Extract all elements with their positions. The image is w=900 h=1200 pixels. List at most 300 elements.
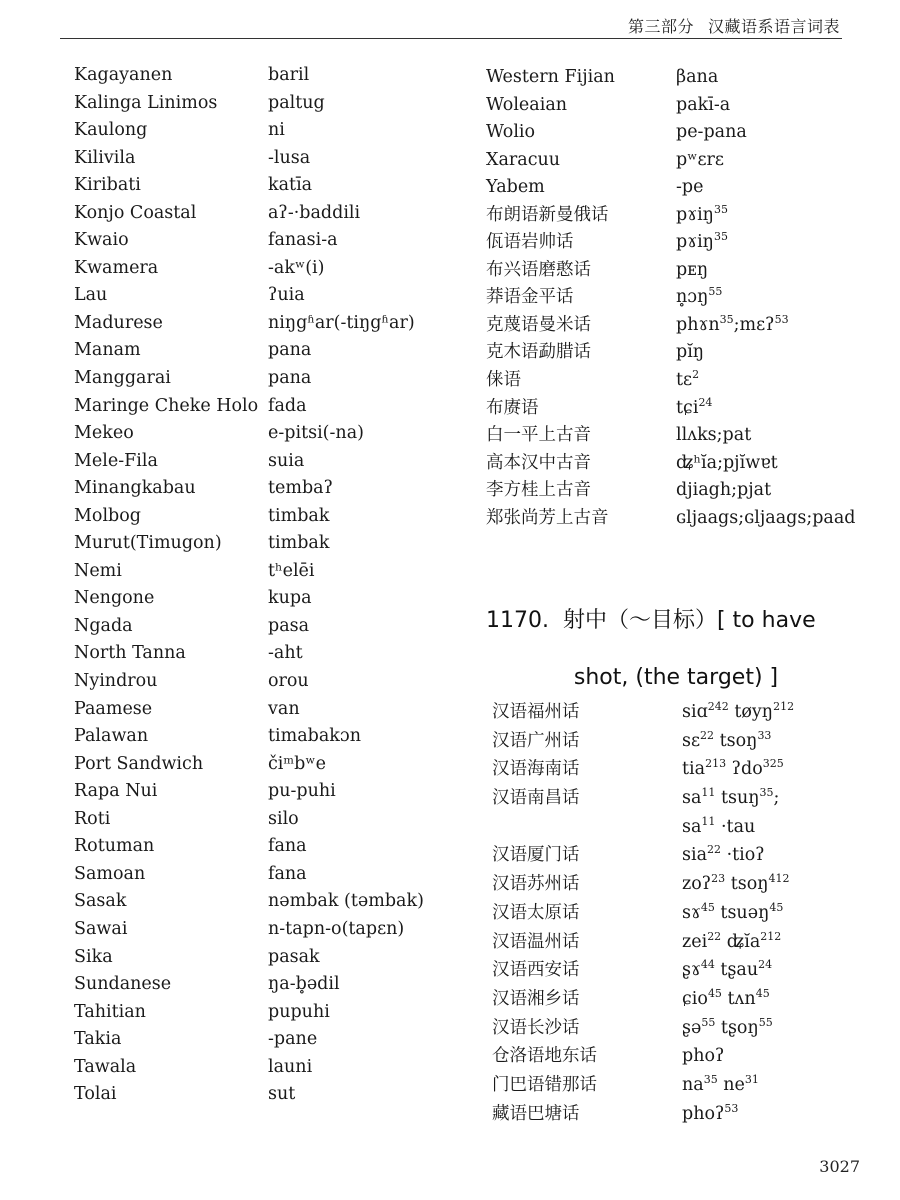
- word-part: n-tapn-o(tapɛn): [268, 918, 405, 939]
- word-form: [676, 257, 708, 285]
- language-name: Woleaian: [486, 94, 568, 115]
- tone-superscript: 213: [705, 757, 727, 771]
- entry-row: [492, 841, 794, 870]
- word-form: [682, 1014, 773, 1043]
- word-part: pĭŋ: [676, 342, 705, 363]
- tone-superscript: 35: [703, 1072, 718, 1086]
- entry-row: [74, 861, 424, 889]
- word-form: [268, 723, 361, 751]
- section-title-line-2: shot, (the target) ]: [573, 665, 779, 690]
- language-name: 门巴语错那话: [492, 1074, 597, 1095]
- word-part: -pe: [676, 177, 704, 198]
- entry-row: [486, 119, 856, 147]
- word-form: [268, 337, 311, 365]
- word-form: [676, 505, 856, 533]
- language-name: Nengone: [74, 588, 155, 609]
- entry-row: [74, 585, 424, 613]
- word-part: aʔ-·baddili: [268, 202, 361, 223]
- entry-row: [74, 62, 424, 90]
- tone-superscript: 11: [701, 814, 716, 828]
- word-form: [268, 1026, 317, 1054]
- word-part: tsoŋ: [714, 730, 758, 751]
- word-form: [268, 282, 305, 310]
- word-form: [268, 448, 304, 476]
- entry-row: [74, 1054, 424, 1082]
- entry-row: [492, 784, 794, 813]
- tone-superscript: 55: [708, 285, 723, 299]
- language-name: Samoan: [74, 863, 146, 884]
- word-form: [676, 422, 751, 450]
- word-part: ʔuia: [268, 285, 305, 306]
- word-part: pana: [268, 368, 312, 389]
- entry-row: [74, 90, 424, 118]
- word-part: n̥ɔŋ: [676, 287, 709, 308]
- language-name: Molbog: [74, 505, 141, 526]
- word-form: [676, 174, 703, 202]
- word-part: e-pitsi(-na): [268, 423, 364, 444]
- language-name: 佤语岩帅话: [486, 232, 574, 253]
- language-name: 汉语福州话: [492, 702, 580, 722]
- word-form: [268, 751, 326, 779]
- word-part: timbak: [268, 533, 330, 554]
- language-name: Kwaio: [74, 230, 129, 251]
- section-title-text-1: 射中（～目标）[ to have: [562, 608, 816, 633]
- tone-superscript: 2: [692, 368, 700, 382]
- word-form: [682, 870, 790, 899]
- word-form: [676, 229, 728, 257]
- word-form: [268, 1081, 295, 1109]
- language-name: Roti: [74, 808, 111, 829]
- tone-superscript: 45: [707, 986, 722, 1000]
- entry-row: [74, 475, 424, 503]
- tone-superscript: 24: [698, 395, 713, 409]
- language-name: 高本汉中古音: [486, 452, 591, 473]
- word-part: baril: [268, 65, 310, 85]
- word-form: [682, 1071, 759, 1100]
- word-form: [676, 367, 699, 395]
- word-part: βana: [676, 67, 719, 87]
- word-form: [268, 365, 311, 393]
- language-name: Yabem: [486, 177, 545, 198]
- tone-superscript: 22: [707, 929, 722, 943]
- word-part: fana: [268, 836, 307, 857]
- language-name: Tolai: [74, 1084, 117, 1105]
- language-name: 布兴语磨憨话: [486, 259, 591, 280]
- section-entries: [492, 698, 794, 1128]
- word-form: [268, 475, 333, 503]
- language-name: North Tanna: [74, 643, 186, 664]
- header-rule: [60, 38, 842, 39]
- language-name: Xaracuu: [486, 149, 561, 170]
- word-form: [268, 585, 312, 613]
- word-part: tʂau: [714, 960, 759, 981]
- word-part: ɕio: [682, 988, 708, 1009]
- language-name: 仓洛语地东话: [492, 1046, 597, 1067]
- language-name: 郑张尚芳上古音: [486, 507, 609, 528]
- entry-row: [74, 145, 424, 173]
- language-name: Wolio: [486, 122, 536, 143]
- page-number: 3027: [819, 1157, 860, 1176]
- word-form: [676, 395, 712, 423]
- language-name: Kagayanen: [74, 65, 173, 85]
- word-part: ʔdo: [726, 759, 763, 780]
- word-form: [268, 420, 364, 448]
- word-form: [268, 393, 307, 421]
- language-name: Sasak: [74, 891, 127, 912]
- entry-row: [486, 367, 856, 395]
- word-part: djiagh;pjat: [676, 480, 772, 501]
- entry-row: [74, 200, 424, 228]
- header-title: 汉藏语系语言词表: [707, 17, 840, 36]
- word-part: sɛ: [682, 730, 701, 751]
- tone-superscript: 53: [774, 312, 789, 326]
- word-part: ·tau: [715, 816, 756, 837]
- word-part: paltug: [268, 92, 325, 113]
- language-name: 克蔑语曼米话: [486, 314, 591, 335]
- language-name: Palawan: [74, 726, 149, 747]
- word-part: pasak: [268, 946, 320, 967]
- word-form: [682, 1042, 724, 1071]
- word-form: [268, 861, 307, 889]
- language-name: 汉语西安话: [492, 960, 580, 981]
- language-name: Rotuman: [74, 836, 155, 857]
- entry-row: [74, 1026, 424, 1054]
- word-form: [268, 227, 338, 255]
- word-form: [268, 640, 303, 668]
- word-form: [676, 92, 730, 120]
- word-form: [268, 999, 330, 1027]
- word-part: tsuŋ: [715, 788, 760, 809]
- word-form: [268, 530, 329, 558]
- entry-row: [74, 971, 424, 999]
- word-part: pana: [268, 340, 312, 361]
- tone-superscript: 53: [724, 1101, 739, 1115]
- entry-row: [74, 751, 424, 779]
- word-part: ne: [717, 1074, 745, 1095]
- tone-superscript: 55: [758, 1015, 773, 1029]
- word-part: nəmbak (təmbak): [268, 891, 424, 912]
- word-part: pupuhi: [268, 1001, 330, 1022]
- entry-row: [74, 944, 424, 972]
- word-part: fada: [268, 395, 307, 416]
- entry-row: [74, 420, 424, 448]
- tone-superscript: 55: [701, 1015, 716, 1029]
- word-part: ;mɛʔ: [733, 314, 775, 335]
- tone-superscript: 35: [713, 230, 728, 244]
- language-name: Kaulong: [74, 120, 148, 141]
- word-form: [268, 778, 336, 806]
- word-form: [682, 985, 770, 1014]
- word-form: [676, 147, 724, 175]
- entry-row: [492, 813, 794, 842]
- language-name: 汉语苏州话: [492, 874, 580, 895]
- language-name: Madurese: [74, 312, 163, 333]
- word-part: zoʔ: [682, 874, 712, 895]
- language-name: 莽语金平话: [486, 287, 574, 308]
- tone-superscript: 412: [768, 872, 790, 886]
- entry-row: [492, 1100, 794, 1129]
- language-name: Mekeo: [74, 423, 134, 444]
- word-part: pɤiŋ: [676, 204, 714, 225]
- word-part: niŋgʱar(-tiŋgʱar): [268, 312, 415, 333]
- language-name: Lau: [74, 285, 108, 306]
- language-name: 克木语勐腊话: [486, 342, 591, 363]
- word-part: pᴇŋ: [676, 259, 709, 280]
- word-form: [268, 696, 300, 724]
- entry-row: [486, 339, 856, 367]
- header-part: 第三部分: [627, 17, 694, 36]
- word-form: [676, 477, 771, 505]
- word-part: ʥĭa: [721, 931, 761, 952]
- word-part: pe-pana: [676, 122, 747, 143]
- word-part: phoʔ: [682, 1103, 725, 1124]
- entry-row: [74, 916, 424, 944]
- word-part: -akʷ(i): [268, 257, 325, 278]
- entry-row: [74, 503, 424, 531]
- language-name: 汉语太原话: [492, 902, 580, 923]
- entry-row: [492, 870, 794, 899]
- word-form: [268, 90, 325, 118]
- language-name: Tawala: [74, 1056, 137, 1077]
- language-name: Ngada: [74, 615, 133, 636]
- word-form: [682, 698, 794, 727]
- word-part: timabakɔn: [268, 726, 361, 747]
- word-part: tsoŋ: [725, 874, 769, 895]
- tone-superscript: 11: [701, 786, 716, 800]
- word-form: [268, 255, 324, 283]
- word-part: sa: [682, 816, 702, 837]
- entry-row: [74, 117, 424, 145]
- language-name: 白一平上古音: [486, 425, 591, 446]
- section-title-line-1: [486, 592, 866, 649]
- tone-superscript: 242: [707, 700, 729, 713]
- word-form: [268, 1054, 312, 1082]
- language-name: 俫语: [486, 370, 521, 391]
- entry-row: [74, 227, 424, 255]
- entry-row: [74, 172, 424, 200]
- word-part: na: [682, 1074, 704, 1095]
- entry-row: [74, 393, 424, 421]
- tone-superscript: 35: [759, 786, 774, 800]
- entry-row: [74, 696, 424, 724]
- language-name: 汉语长沙话: [492, 1017, 580, 1038]
- entry-row: [74, 833, 424, 861]
- tone-superscript: 45: [769, 900, 784, 914]
- language-name: Sundanese: [74, 974, 172, 995]
- word-form: [676, 312, 789, 340]
- entry-row: [486, 92, 856, 120]
- word-form: [268, 806, 299, 834]
- entry-row: [74, 640, 424, 668]
- tone-superscript: 35: [713, 202, 728, 216]
- word-part: ·tioʔ: [721, 845, 765, 866]
- entry-row: [74, 668, 424, 696]
- tone-superscript: 325: [762, 757, 784, 771]
- word-part: ni: [268, 120, 285, 141]
- word-part: launi: [268, 1056, 313, 1077]
- entry-row: [486, 395, 856, 423]
- word-form: [268, 172, 312, 200]
- word-form: [682, 813, 755, 842]
- word-part: tøyŋ: [728, 702, 774, 722]
- language-name: Murut(Timugon): [74, 533, 222, 554]
- entry-row: [74, 337, 424, 365]
- word-part: pɤiŋ: [676, 232, 714, 253]
- tone-superscript: 31: [744, 1072, 759, 1086]
- entry-row: [486, 422, 856, 450]
- entry-row: [486, 477, 856, 505]
- word-part: tembaʔ: [268, 478, 334, 499]
- word-form: [682, 1100, 738, 1129]
- word-form: [268, 145, 310, 173]
- language-name: Sika: [74, 946, 113, 967]
- language-name: Kwamera: [74, 257, 159, 278]
- entry-row: [486, 64, 856, 92]
- left-column: [74, 62, 424, 1109]
- word-part: sa: [682, 788, 702, 809]
- word-part: pʷɛrɛ: [676, 149, 724, 170]
- entry-row: [492, 1014, 794, 1043]
- language-name: Nyindrou: [74, 671, 158, 692]
- word-part: suia: [268, 450, 305, 471]
- word-part: tia: [682, 759, 706, 780]
- language-name: Port Sandwich: [74, 753, 204, 774]
- tone-superscript: 44: [700, 958, 715, 972]
- language-name: Konjo Coastal: [74, 202, 197, 223]
- entry-row: [492, 985, 794, 1014]
- word-part: ɢljaags;ɢljaags;paad: [676, 507, 856, 528]
- language-name: [492, 813, 682, 842]
- tone-superscript: 33: [757, 728, 772, 742]
- entry-row: [492, 928, 794, 957]
- word-form: [676, 119, 747, 147]
- tone-superscript: 23: [711, 872, 726, 886]
- language-name: Minangkabau: [74, 478, 196, 499]
- language-name: 汉语南昌话: [492, 788, 580, 809]
- word-part: ʂə: [682, 1017, 702, 1038]
- running-head: [614, 14, 840, 37]
- entry-row: [492, 1042, 794, 1071]
- entry-row: [486, 505, 856, 533]
- word-form: [676, 450, 778, 478]
- word-part: fana: [268, 863, 307, 884]
- entry-row: [74, 806, 424, 834]
- tone-superscript: 212: [773, 700, 795, 713]
- language-name: Mele-Fila: [74, 450, 158, 471]
- word-part: tʂoŋ: [715, 1017, 759, 1038]
- word-form: [682, 841, 765, 870]
- language-name: Nemi: [74, 560, 122, 581]
- word-form: [268, 310, 415, 338]
- entry-row: [486, 257, 856, 285]
- word-part: -lusa: [268, 147, 311, 168]
- tone-superscript: 212: [760, 929, 782, 943]
- entry-row: [492, 1071, 794, 1100]
- language-name: 布朗语新曼俄话: [486, 204, 609, 225]
- tone-superscript: 35: [719, 312, 734, 326]
- word-part: sia: [682, 845, 708, 866]
- entry-row: [74, 255, 424, 283]
- entry-row: [486, 202, 856, 230]
- language-name: Manam: [74, 340, 141, 361]
- word-part: fanasi-a: [268, 230, 338, 251]
- word-part: čiᵐbʷe: [268, 753, 326, 774]
- word-form: [682, 755, 784, 784]
- language-name: Kilivila: [74, 147, 136, 168]
- entry-row: [486, 229, 856, 257]
- word-part: ʥʰĭa;pjĭwɐt: [676, 452, 778, 473]
- word-part: van: [268, 698, 300, 719]
- word-part: ʂɤ: [682, 960, 701, 981]
- entry-row: [486, 147, 856, 175]
- language-name: 汉语广州话: [492, 730, 580, 751]
- word-part: tɕi: [676, 397, 699, 418]
- word-form: [676, 64, 718, 92]
- word-form: [268, 833, 307, 861]
- entry-row: [492, 755, 794, 784]
- word-part: phoʔ: [682, 1046, 725, 1067]
- tone-superscript: 45: [700, 900, 715, 914]
- entry-row: [486, 450, 856, 478]
- language-name: Tahitian: [74, 1001, 146, 1022]
- entry-row: [74, 282, 424, 310]
- word-part: siɑ: [682, 702, 708, 722]
- word-part: tʌn: [721, 988, 756, 1009]
- word-form: [268, 613, 309, 641]
- language-name: 汉语湘乡话: [492, 988, 580, 1009]
- word-part: tʰelēi: [268, 560, 315, 581]
- entry-row: [492, 698, 794, 727]
- word-part: katīa: [268, 175, 313, 196]
- word-part: ;: [773, 788, 780, 809]
- word-part: sut: [268, 1084, 296, 1105]
- language-name: 李方桂上古音: [486, 480, 591, 501]
- word-form: [268, 558, 315, 586]
- language-name: Kiribati: [74, 175, 141, 196]
- word-part: pakī-a: [676, 94, 731, 115]
- language-name: Paamese: [74, 698, 153, 719]
- word-form: [268, 200, 360, 228]
- right-column-top: [486, 64, 856, 532]
- word-form: [676, 339, 704, 367]
- entry-row: [74, 558, 424, 586]
- entry-row: [74, 723, 424, 751]
- entry-row: [492, 956, 794, 985]
- language-name: Western Fijian: [486, 67, 615, 87]
- tone-superscript: 22: [707, 843, 722, 857]
- section-number: 1170.: [486, 608, 549, 633]
- word-part: -aht: [268, 643, 303, 664]
- entry-row: [74, 1081, 424, 1109]
- entry-row: [74, 778, 424, 806]
- word-form: [682, 956, 772, 985]
- language-name: Kalinga Linimos: [74, 92, 218, 113]
- word-part: llʌks;pat: [676, 425, 752, 446]
- word-form: [268, 62, 309, 90]
- entry-row: [74, 613, 424, 641]
- word-form: [676, 284, 722, 312]
- word-part: pu-puhi: [268, 781, 336, 802]
- language-name: 藏语巴塘话: [492, 1103, 580, 1124]
- language-name: Takia: [74, 1029, 122, 1050]
- word-part: tɛ: [676, 370, 693, 391]
- entry-row: [492, 727, 794, 756]
- word-part: orou: [268, 671, 309, 692]
- language-name: Rapa Nui: [74, 781, 158, 802]
- entry-row: [486, 312, 856, 340]
- word-form: [268, 888, 424, 916]
- word-part: zei: [682, 931, 708, 952]
